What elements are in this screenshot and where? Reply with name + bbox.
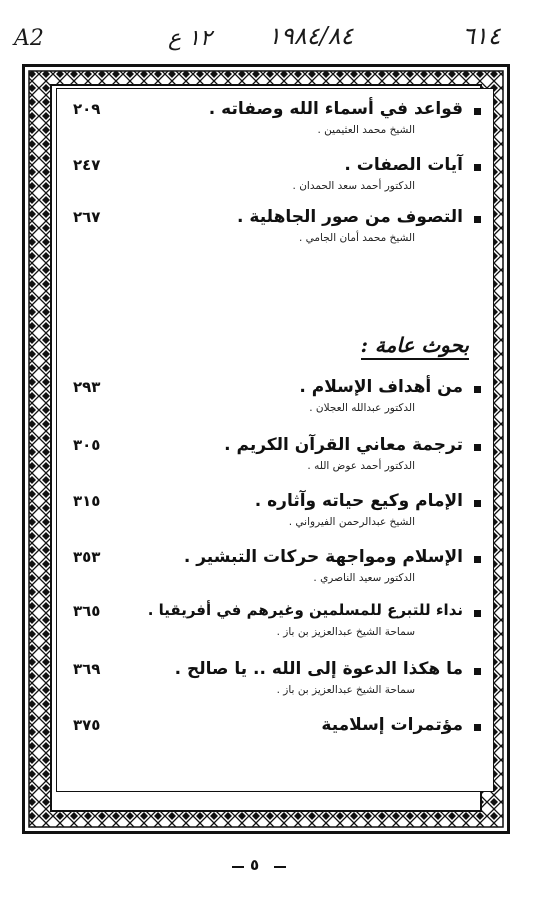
entry-author: سماحة الشيخ عبدالعزيز بن باز . <box>276 684 415 696</box>
entry-title: ما هكذا الدعوة إلى الله .. يا صالح . <box>174 659 463 679</box>
page-number: ٥ <box>250 856 260 874</box>
entry-title: الإسلام ومواجهة حركات التبشير . <box>183 547 463 567</box>
entry-author: الدكتور أحمد سعد الحمدان . <box>292 180 415 192</box>
entry-author: الشيخ محمد العثيمين . <box>317 124 415 136</box>
entry-page-number: ٢٩٣ <box>73 378 101 396</box>
page-number-dash-left <box>232 866 244 868</box>
entry-page-number: ٣٦٥ <box>73 602 101 620</box>
toc-entry[interactable] <box>57 657 495 717</box>
toc-entry[interactable] <box>57 713 495 773</box>
bullet-icon <box>474 610 481 617</box>
page-number-dash-right <box>274 866 286 868</box>
entry-author: الدكتور عبدالله العجلان . <box>309 402 415 414</box>
bullet-icon <box>474 386 481 393</box>
bullet-icon <box>474 668 481 675</box>
entry-author: الشيخ عبدالرحمن الفيرواني . <box>288 516 415 528</box>
handwritten-note-left: A2 <box>14 26 44 51</box>
entry-title: التصوف من صور الجاهلية . <box>237 207 463 227</box>
entry-page-number: ٣٥٣ <box>73 548 101 566</box>
bullet-icon <box>474 444 481 451</box>
entry-author: الدكتور سعيد الناصري . <box>313 572 415 584</box>
handwritten-note-number: ٦١٤ <box>462 22 501 50</box>
toc-entry[interactable] <box>57 205 495 265</box>
toc-entry[interactable] <box>57 489 495 549</box>
section-heading: بحوث عامة : <box>361 333 469 360</box>
bullet-icon <box>474 556 481 563</box>
entry-title: آيات الصفات . <box>344 155 463 175</box>
entry-author: الدكتور أحمد عوض الله . <box>307 460 415 472</box>
entry-title: من أهداف الإسلام . <box>299 377 463 397</box>
toc-entry[interactable] <box>57 599 495 659</box>
entry-title: الإمام وكيع حياته وآثاره . <box>254 491 463 511</box>
toc-entry[interactable] <box>57 545 495 605</box>
entry-page-number: ٢٦٧ <box>73 208 101 226</box>
entry-page-number: ٢٤٧ <box>73 156 101 174</box>
bullet-icon <box>474 500 481 507</box>
entry-author: سماحة الشيخ عبدالعزيز بن باز . <box>276 626 415 638</box>
entry-page-number: ٣٦٩ <box>73 660 101 678</box>
bullet-icon <box>474 108 481 115</box>
entry-title: نداء للتبرع للمسلمين وغيرهم في أفريقيا . <box>147 601 463 619</box>
toc-entry[interactable] <box>57 97 495 157</box>
bullet-icon <box>474 216 481 223</box>
toc-entry[interactable] <box>57 153 495 213</box>
entry-author: الشيخ محمد أمان الجامي . <box>298 232 415 244</box>
handwritten-note-code: ١٢ ع <box>168 26 212 51</box>
entry-title: مؤتمرات إسلامية <box>321 715 463 735</box>
bullet-icon <box>474 724 481 731</box>
entry-title: ترجمة معاني القرآن الكريم . <box>224 435 463 455</box>
toc-entry[interactable] <box>57 433 495 493</box>
entry-page-number: ٣١٥ <box>73 492 101 510</box>
entry-page-number: ٣٠٥ <box>73 436 101 454</box>
bullet-icon <box>474 164 481 171</box>
entry-page-number: ٢٠٩ <box>73 100 101 118</box>
entry-title: قواعد في أسماء الله وصفاته . <box>208 99 463 119</box>
toc-entry[interactable] <box>57 375 495 435</box>
handwritten-note-date: ١٩٨٤/٨٤ <box>268 22 354 50</box>
entry-page-number: ٣٧٥ <box>73 716 101 734</box>
table-of-contents <box>56 88 494 792</box>
